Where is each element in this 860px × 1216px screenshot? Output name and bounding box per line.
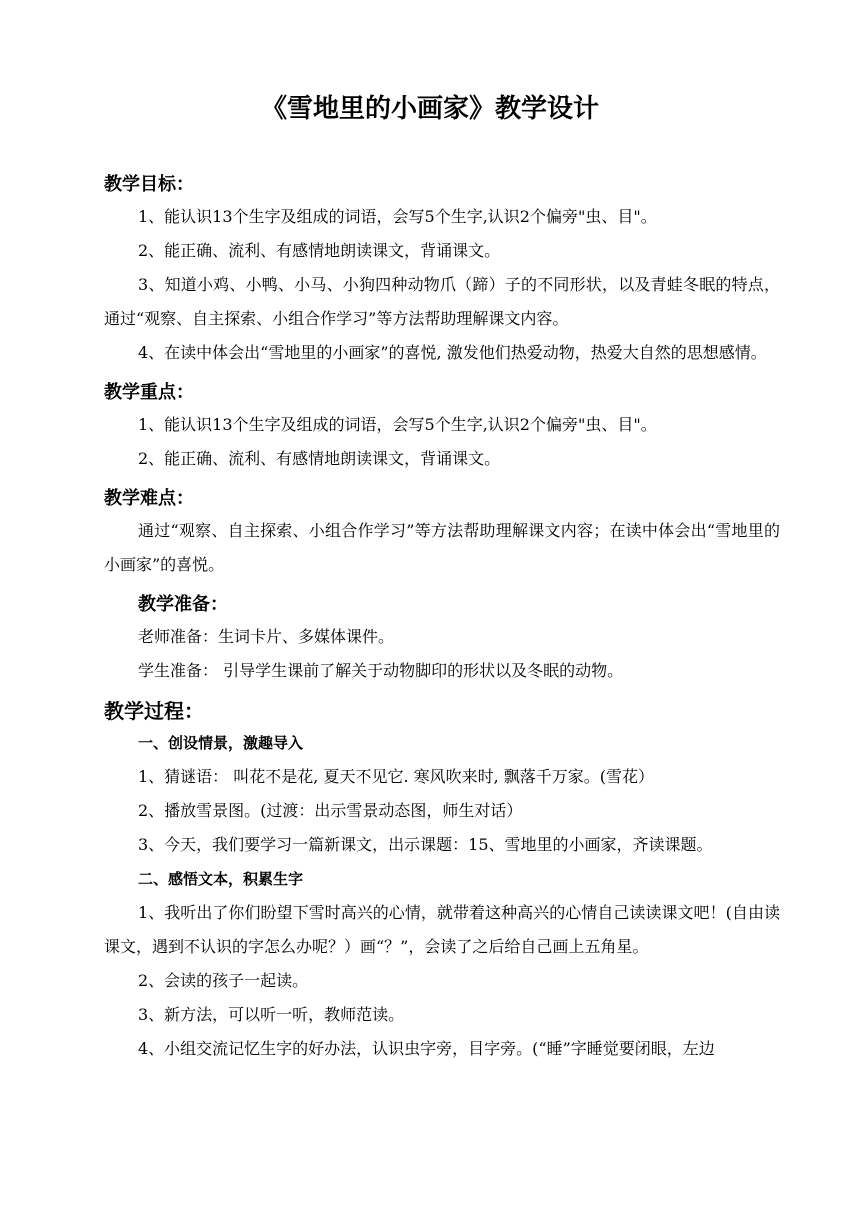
goal-item: 4、在读中体会出“雪地里的小画家”的喜悦, 激发他们热爱动物，热爱大自然的思想感情。	[138, 343, 767, 362]
section1-heading: 一、创设情景，激趣导入	[138, 734, 304, 752]
section2-item: 1、我听出了你们盼望下雪时高兴的心情，就带着这种高兴的心情自己读读课文吧！(自由读课文，遇到不认识的字怎么办呢？）画“？”，会读了之后给自己画上五角星。	[104, 903, 780, 956]
process-heading: 教学过程：	[104, 699, 204, 723]
document-body	[104, 170, 780, 1066]
difficulties-text: 通过“观察、自主探索、小组合作学习”等方法帮助理解课文内容；在读中体会出“雪地里的小画家”的喜悦。	[104, 521, 780, 574]
key-point-item: 1、能认识13个生字及组成的词语，会写5个生字,认识2个偏旁"虫、目"。	[138, 415, 657, 434]
section2-item: 3、新方法，可以听一听，教师范读。	[138, 1005, 405, 1024]
section1-item: 2、播放雪景图。(过渡：出示雪景动态图，师生对话）	[138, 801, 523, 820]
page-title: 《雪地里的小画家》教学设计	[260, 94, 599, 124]
goal-item: 2、能正确、流利、有感情地朗读课文，背诵课文。	[138, 241, 501, 260]
section2-item: 4、小组交流记忆生字的好办法，认识虫字旁，目字旁。(“睡”字睡觉要闭眼，左边	[138, 1039, 715, 1058]
section2-item: 2、会读的孩子一起读。	[138, 971, 309, 990]
section2-heading: 二、感悟文本，积累生字	[138, 870, 304, 888]
goals-heading: 教学目标：	[104, 174, 194, 195]
teacher-preparation: 老师准备：生词卡片、多媒体课件。	[138, 627, 395, 646]
key-point-item: 2、能正确、流利、有感情地朗读课文，背诵课文。	[138, 449, 501, 468]
difficulties-heading: 教学难点：	[104, 488, 194, 509]
goal-item: 3、知道小鸡、小鸭、小马、小狗四种动物爪（蹄）子的不同形状，以及青蛙冬眠的特点，通过“观察、自主探索、小组合作学习”等方法帮助理解课文内容。	[104, 275, 780, 328]
student-preparation: 学生准备： 引导学生课前了解关于动物脚印的形状以及冬眠的动物。	[138, 661, 624, 680]
goal-item: 1、能认识13个生字及组成的词语，会写5个生字,认识2个偏旁"虫、目"。	[138, 207, 657, 226]
key-points-heading: 教学重点：	[104, 382, 194, 403]
section1-item: 1、猜谜语： 叫花不是花, 夏天不见它. 寒风吹来时, 飘落千万家。(雪花）	[138, 767, 655, 786]
section1-item: 3、今天，我们要学习一篇新课文，出示课题：15、雪地里的小画家，齐读课题。	[138, 835, 713, 854]
preparation-heading: 教学准备：	[138, 594, 228, 615]
